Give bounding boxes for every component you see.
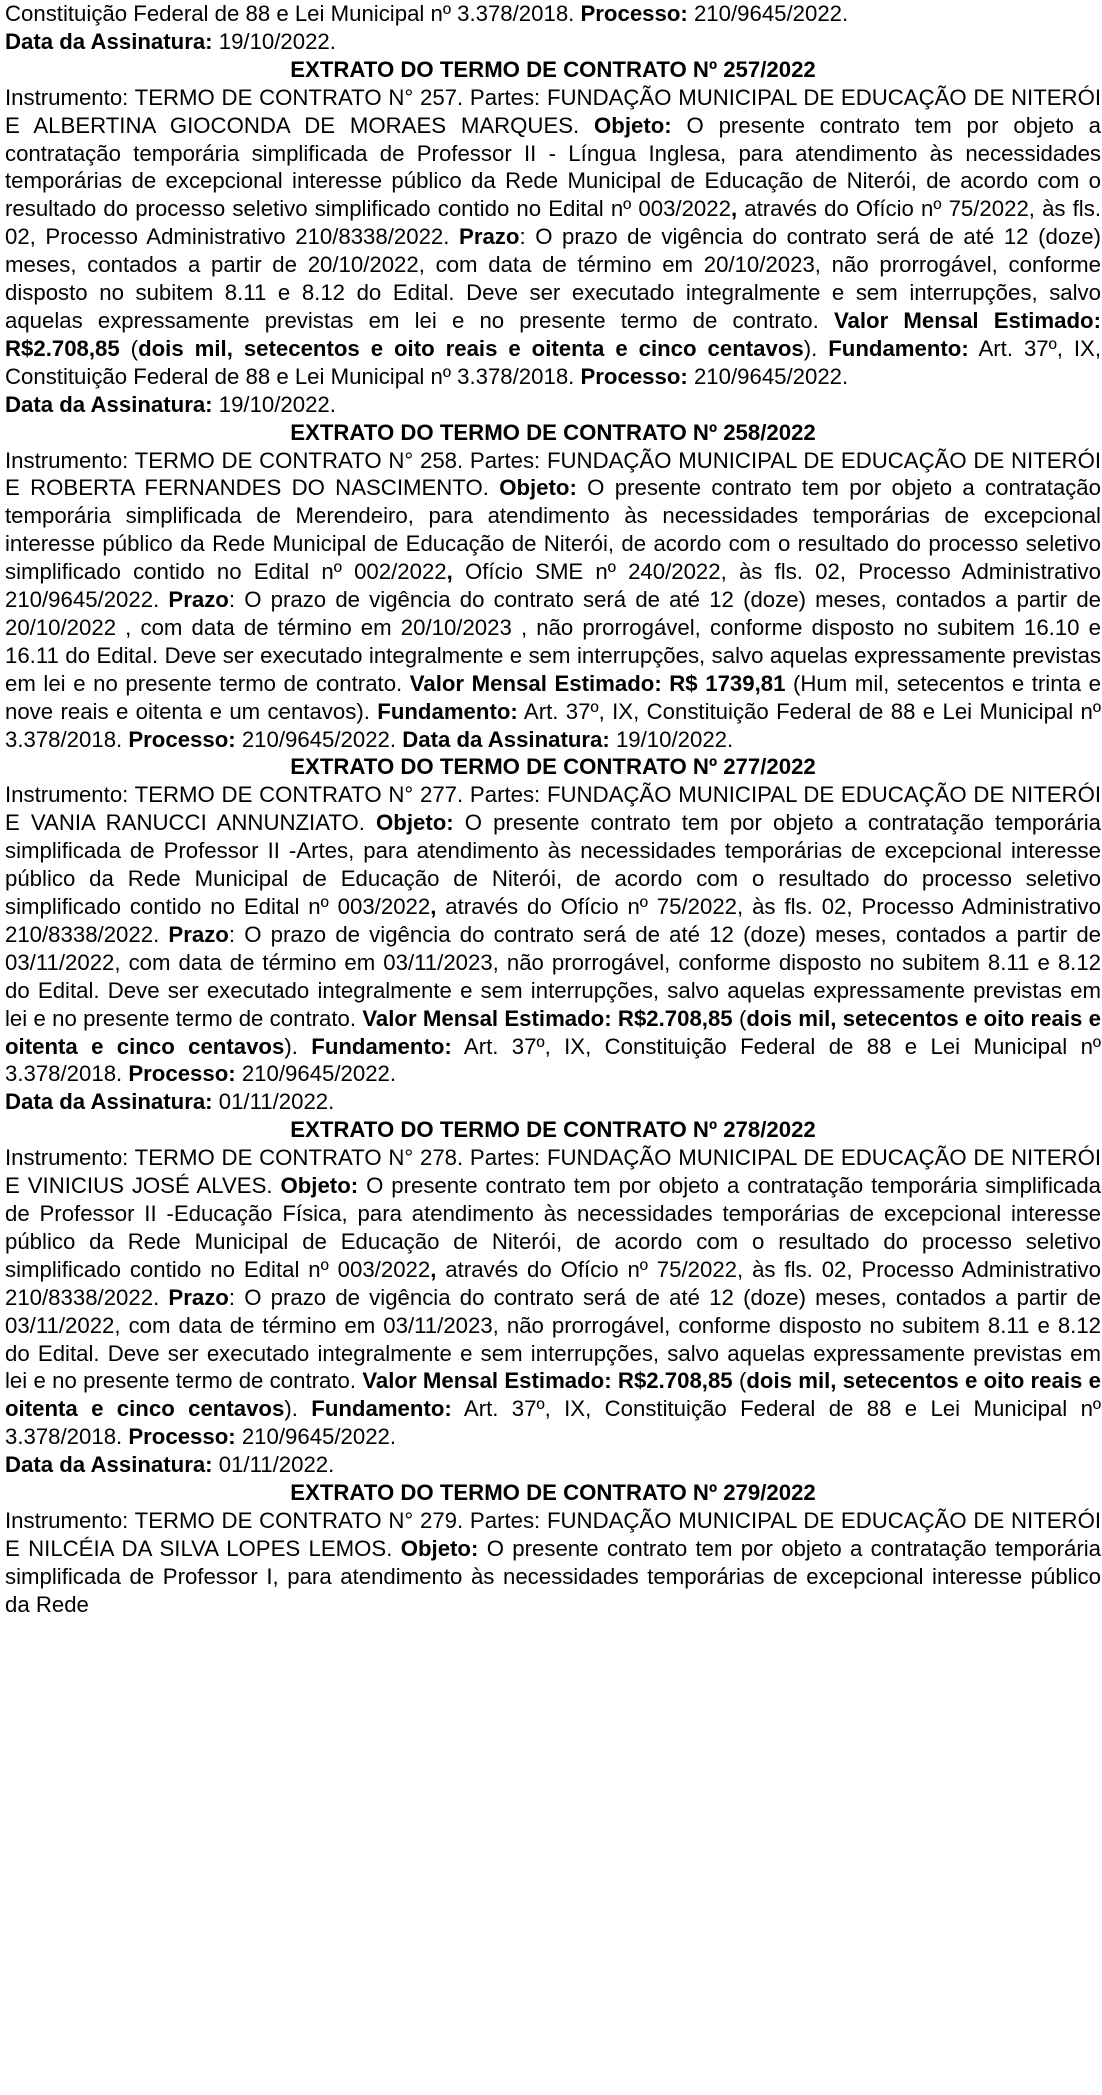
data-assinatura-label: Data da Assinatura: bbox=[5, 1452, 213, 1478]
intro-processo-label: Processo: bbox=[580, 1, 688, 26]
processo-label: Processo: bbox=[128, 1061, 236, 1087]
intro-processo-value: 210/9645/2022. bbox=[687, 1, 849, 26]
extract-heading-257: EXTRATO DO TERMO DE CONTRATO Nº 257/2022 bbox=[290, 56, 816, 82]
intro-paragraph bbox=[5, 0, 1101, 56]
comma: , bbox=[730, 196, 738, 222]
intro-data-value: 19/10/2022. bbox=[212, 28, 336, 54]
valor-plain: (Hum mil, setecentos e trinta e nove reais e oitenta e um centavos). bbox=[5, 670, 1101, 724]
valor-label: Valor Mensal Estimado: R$2.708,85 bbox=[5, 307, 1101, 361]
processo-value: 210/9645/2022. bbox=[235, 1424, 397, 1450]
objeto-label: Objeto: bbox=[400, 1535, 479, 1561]
objeto-text-2: Ofício SME nº 240/2022, às fls. 02, Processo Administrativo 210/9645/2022. bbox=[5, 559, 1101, 613]
objeto-label: Objeto: bbox=[376, 810, 454, 836]
objeto-text: O presente contrato tem por objeto a contratação temporária simplificada de Merendeiro, para atendimento às necessidades temporárias de excepcional interesse público da Rede Municipal de Educação de Niterói, de acordo com o resultado do processo seletivo simplificado contido no Edital nº 002/2022 bbox=[5, 475, 1101, 585]
objeto-text: O presente contrato tem por objeto a contratação temporária simplificada de Professor II -Educação Física, para atendimento às necessidades temporárias de excepcional interesse público da Rede Municipal de Educação de Niterói, de acordo com o resultado do processo seletivo simplificado contido no Edital nº 003/2022 bbox=[5, 1173, 1101, 1282]
objeto-text-2: através do Ofício nº 75/2022, às fls. 02, Processo Administrativo 210/8338/2022. bbox=[5, 1256, 1101, 1310]
prazo-label: Prazo bbox=[168, 921, 229, 947]
prazo-text: : O prazo de vigência do contrato será de até 12 (doze) meses, contados a partir de 03/11/2022, com data de término em 03/11/2023, não prorrogável, conforme disposto no subitem 8.11 e 8.12 do Edital. Deve ser executado integralmente e sem interrupções, salvo aquelas expressamente previstas em lei e no presente termo de contrato. bbox=[5, 1284, 1101, 1394]
fundamento-label: Fundamento: bbox=[377, 698, 518, 724]
prazo-label: Prazo bbox=[459, 224, 520, 250]
fundamento-label: Fundamento: bbox=[828, 335, 969, 361]
processo-value: 210/9645/2022. bbox=[235, 1061, 397, 1087]
extract-heading-279: EXTRATO DO TERMO DE CONTRATO Nº 279/2022 bbox=[290, 1480, 816, 1506]
extract-heading-278: EXTRATO DO TERMO DE CONTRATO Nº 278/2022 bbox=[290, 1117, 816, 1143]
prazo-text: : O prazo de vigência do contrato será de até 12 (doze) meses, contados a partir de 20/10/2022 , com data de término em 20/10/2023 , não prorrogável, conforme disposto no subitem 16.10 e 16.11 do Edital. Deve ser executado integralmente e sem interrupções, salvo aquelas expressamente previstas em lei e no presente termo de contrato. bbox=[5, 587, 1101, 696]
data-assinatura-label: Data da Assinatura: bbox=[5, 1089, 213, 1115]
extract-body-279 bbox=[5, 1507, 1101, 1619]
valor-label: Valor Mensal Estimado: R$2.708,85 bbox=[362, 1005, 733, 1031]
data-assinatura-label: Data da Assinatura: bbox=[5, 391, 213, 417]
comma: , bbox=[430, 894, 437, 919]
valor-open: ( bbox=[119, 335, 139, 361]
fundamento-text: Art. 37º, IX, Constituição Federal de 88 e Lei Municipal nº 3.378/2018. bbox=[5, 698, 1101, 752]
valor-extenso: dois mil, setecentos e oito reais e oitenta e cinco centavos bbox=[5, 1005, 1101, 1059]
instrumento-text: Instrumento: TERMO DE CONTRATO N° 278. Partes: FUNDAÇÃO MUNICIPAL DE EDUCAÇÃO DE NITERÓI E VINICIUS JOSÉ ALVES. bbox=[5, 1145, 1101, 1199]
intro-text: Constituição Federal de 88 e Lei Municipal nº 3.378/2018. bbox=[5, 1, 581, 26]
instrumento-text: Instrumento: TERMO DE CONTRATO N° 277. Partes: FUNDAÇÃO MUNICIPAL DE EDUCAÇÃO DE NITERÓI E VANIA RANUCCI ANNUNZIATO. bbox=[5, 782, 1101, 836]
data-assinatura-value: 01/11/2022. bbox=[212, 1452, 335, 1478]
valor-extenso: dois mil, setecentos e oito reais e oitenta e cinco centavos bbox=[138, 335, 804, 361]
valor-label: Valor Mensal Estimado: R$ 1739,81 bbox=[409, 670, 786, 696]
fundamento-text: Art. 37º, IX, Constituição Federal de 88 e Lei Municipal nº 3.378/2018. bbox=[5, 1033, 1102, 1087]
processo-value: 210/9645/2022. bbox=[235, 726, 403, 752]
valor-open: ( bbox=[732, 1005, 747, 1031]
valor-label: Valor Mensal Estimado: R$2.708,85 bbox=[362, 1368, 733, 1394]
data-assinatura-label: Data da Assinatura: bbox=[402, 726, 610, 752]
intro-data-label: Data da Assinatura: bbox=[5, 28, 213, 54]
extract-body-278 bbox=[5, 1144, 1101, 1479]
comma: , bbox=[430, 1256, 437, 1282]
objeto-text-2: através do Ofício nº 75/2022, às fls. 02, Processo Administrativo 210/8338/2022. bbox=[5, 196, 1101, 250]
instrumento-text: Instrumento: TERMO DE CONTRATO N° 279. Partes: FUNDAÇÃO MUNICIPAL DE EDUCAÇÃO DE NITERÓI E NILCÉIA DA SILVA LOPES LEMOS. bbox=[5, 1507, 1101, 1561]
objeto-text-2: através do Ofício nº 75/2022, às fls. 02, Processo Administrativo 210/8338/2022. bbox=[5, 894, 1101, 947]
processo-value: 210/9645/2022. bbox=[687, 363, 849, 389]
objeto-label: Objeto: bbox=[594, 112, 672, 138]
valor-close: ). bbox=[803, 335, 829, 361]
processo-label: Processo: bbox=[128, 1424, 236, 1450]
fundamento-label: Fundamento: bbox=[311, 1033, 452, 1059]
instrumento-text: Instrumento: TERMO DE CONTRATO N° 258. Partes: FUNDAÇÃO MUNICIPAL DE EDUCAÇÃO DE NITERÓI E ROBERTA FERNANDES DO NASCIMENTO. bbox=[5, 447, 1101, 501]
fundamento-text: Art. 37º, IX, Constituição Federal de 88 e Lei Municipal nº 3.378/2018. bbox=[5, 335, 1101, 389]
processo-label: Processo: bbox=[128, 726, 236, 752]
instrumento-text: Instrumento: TERMO DE CONTRATO N° 257. Partes: FUNDAÇÃO MUNICIPAL DE EDUCAÇÃO DE NITERÓI E ALBERTINA GIOCONDA DE MORAES MARQUES. bbox=[5, 84, 1101, 138]
valor-close: ). bbox=[284, 1396, 312, 1422]
valor-extenso: dois mil, setecentos e oito reais e oitenta e cinco centavos bbox=[5, 1368, 1101, 1422]
prazo-text: : O prazo de vigência do contrato será de até 12 (doze) meses, contados a partir de 20/10/2022, com data de término em 20/10/2023, não prorrogável, conforme disposto no subitem 8.11 e 8.12 do Edital. Deve ser executado integralmente e sem interrupções, salvo aquelas expressamente previstas em lei e no presente termo de contrato. bbox=[5, 224, 1101, 333]
objeto-label: Objeto: bbox=[280, 1173, 359, 1199]
objeto-text: O presente contrato tem por objeto a contratação temporária simplificada de Professor I, para atendimento às necessidades temporárias de excepcional interesse público da Rede bbox=[5, 1535, 1102, 1617]
prazo-text: : O prazo de vigência do contrato será de até 12 (doze) meses, contados a partir de 03/11/2022, com data de término em 03/11/2023, não prorrogável, conforme disposto no subitem 8.11 e 8.12 do Edital. Deve ser executado integralmente e sem interrupções, salvo aquelas expressamente previstas em lei e no presente termo de contrato. bbox=[5, 921, 1101, 1031]
data-assinatura-value: 19/10/2022. bbox=[609, 726, 734, 752]
extract-body-258 bbox=[5, 447, 1101, 754]
prazo-label: Prazo bbox=[168, 1284, 229, 1310]
fundamento-text: Art. 37º, IX, Constituição Federal de 88 e Lei Municipal nº 3.378/2018. bbox=[5, 1396, 1102, 1450]
objeto-label: Objeto: bbox=[499, 475, 577, 501]
data-assinatura-value: 19/10/2022. bbox=[212, 391, 336, 417]
valor-open: ( bbox=[732, 1368, 747, 1394]
extract-heading-258: EXTRATO DO TERMO DE CONTRATO Nº 258/2022 bbox=[290, 419, 816, 445]
extract-body-277 bbox=[5, 781, 1101, 1116]
fundamento-label: Fundamento: bbox=[311, 1396, 452, 1422]
processo-label: Processo: bbox=[580, 363, 688, 389]
comma: , bbox=[446, 559, 453, 585]
prazo-label: Prazo bbox=[168, 587, 229, 613]
extract-heading-277: EXTRATO DO TERMO DE CONTRATO Nº 277/2022 bbox=[290, 754, 816, 780]
objeto-text: O presente contrato tem por objeto a contratação temporária simplificada de Professor II -Artes, para atendimento às necessidades temporárias de excepcional interesse público da Rede Municipal de Educação de Niterói, de acordo com o resultado do processo seletivo simplificado contido no Edital nº 003/2022 bbox=[5, 810, 1101, 919]
valor-close: ). bbox=[284, 1033, 312, 1059]
extract-body-257 bbox=[5, 84, 1101, 419]
data-assinatura-value: 01/11/2022. bbox=[212, 1089, 335, 1115]
objeto-text: O presente contrato tem por objeto a contratação temporária simplificada de Professor II - Língua Inglesa, para atendimento às necessidades temporárias de excepcional interesse público da Rede Municipal de Educação de Niterói, de acordo com o resultado do processo seletivo simplificado contido no Edital nº 003/2022 bbox=[5, 112, 1101, 222]
